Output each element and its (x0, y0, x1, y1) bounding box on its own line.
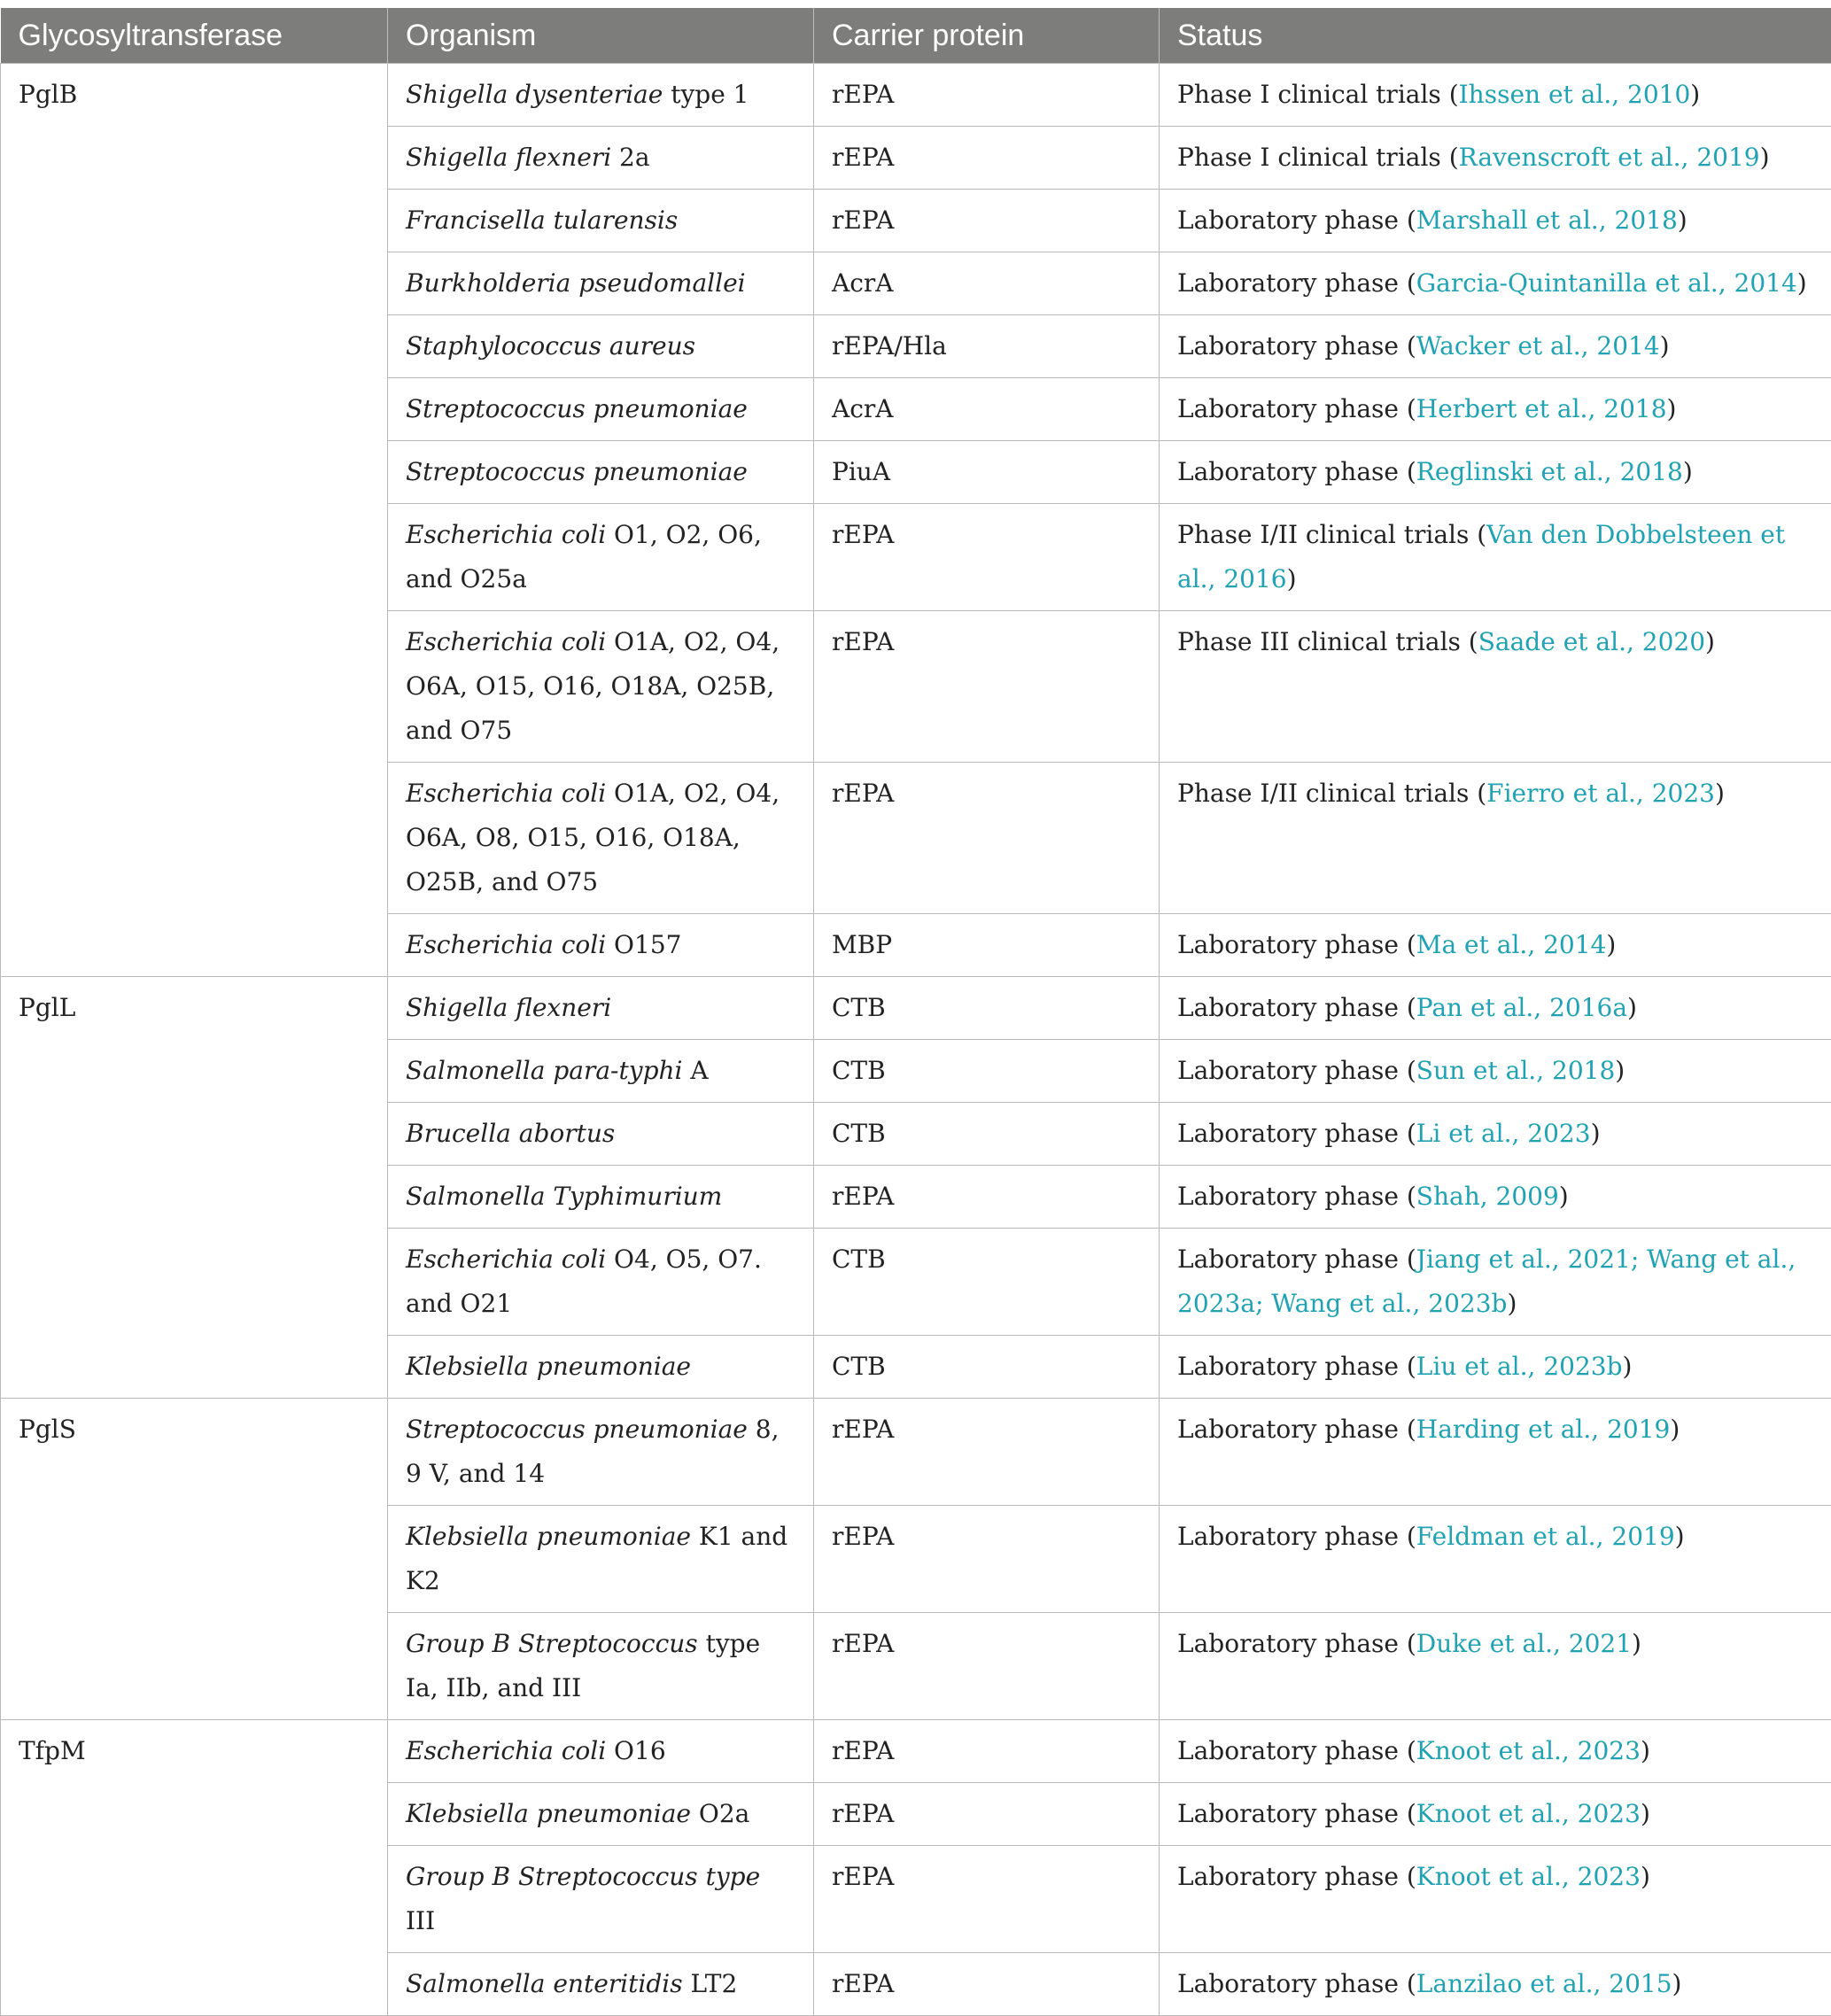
organism-cell (388, 1720, 814, 1783)
table-row (1, 977, 1831, 1040)
status-cell (1160, 1336, 1831, 1399)
organism-name: Escherichia coli (406, 520, 606, 549)
organism-serotype: III (406, 1906, 435, 1935)
organism-serotype: 8, 9 V, and 14 (406, 1415, 779, 1488)
organism-name: Burkholderia pseudomallei (406, 268, 746, 298)
reference-link[interactable]: Ma et al., 2014 (1416, 930, 1607, 959)
organism-cell (388, 1399, 814, 1506)
organism-cell (388, 1040, 814, 1103)
organism-name: Escherichia coli (406, 1244, 606, 1274)
carrier-protein-cell: AcrA (814, 252, 1160, 315)
organism-cell (388, 1613, 814, 1720)
organism-name: Brucella abortus (406, 1119, 615, 1148)
carrier-protein-cell: rEPA (814, 1783, 1160, 1846)
status-cell (1160, 1166, 1831, 1229)
organism-serotype: O16 (606, 1736, 665, 1765)
status-close-paren: ) (1683, 457, 1693, 486)
status-cell (1160, 1506, 1831, 1613)
organism-cell (388, 914, 814, 977)
organism-serotype: K1 and K2 (406, 1522, 787, 1595)
status-text: Laboratory phase ( (1177, 1629, 1416, 1658)
status-text: Laboratory phase ( (1177, 930, 1416, 959)
status-text: Laboratory phase ( (1177, 1799, 1416, 1828)
table-body (1, 64, 1831, 2016)
status-text: Phase I clinical trials ( (1177, 143, 1459, 172)
status-cell (1160, 1783, 1831, 1846)
status-cell (1160, 441, 1831, 504)
status-close-paren: ) (1623, 1352, 1633, 1381)
carrier-protein-cell: rEPA (814, 127, 1160, 190)
status-text: Laboratory phase ( (1177, 1969, 1416, 1998)
header-organism: Organism (388, 8, 814, 64)
organism-serotype: LT2 (683, 1969, 738, 1998)
reference-link[interactable]: Lanzilao et al., 2015 (1416, 1969, 1672, 1998)
carrier-protein-cell: CTB (814, 1336, 1160, 1399)
status-close-paren: ) (1632, 1629, 1641, 1658)
status-close-paren: ) (1667, 394, 1677, 423)
organism-name: Salmonella enteritidis (406, 1969, 683, 1998)
organism-name: Staphylococcus aureus (406, 331, 695, 361)
status-close-paren: ) (1287, 564, 1297, 593)
organism-serotype: type Ia, IIb, and III (406, 1629, 760, 1702)
status-cell (1160, 1399, 1831, 1506)
reference-link[interactable]: Shah, 2009 (1416, 1182, 1559, 1211)
carrier-protein-cell: rEPA/Hla (814, 315, 1160, 378)
status-text: Laboratory phase ( (1177, 1182, 1416, 1211)
organism-cell (388, 611, 814, 763)
reference-link[interactable]: Herbert et al., 2018 (1416, 394, 1667, 423)
organism-cell (388, 763, 814, 914)
organism-name: Streptococcus pneumoniae (406, 1415, 748, 1444)
organism-cell (388, 190, 814, 252)
organism-cell (388, 1846, 814, 1953)
organism-cell (388, 315, 814, 378)
status-close-paren: ) (1797, 268, 1807, 298)
reference-link[interactable]: Ravenscroft et al., 2019 (1459, 143, 1760, 172)
organism-cell (388, 1783, 814, 1846)
status-text: Phase III clinical trials ( (1177, 627, 1478, 656)
organism-serotype: O1, O2, O6, and O25a (406, 520, 762, 593)
organism-serotype: O2a (691, 1799, 749, 1828)
organism-name: Escherichia coli (406, 627, 606, 656)
status-text: Laboratory phase ( (1177, 1119, 1416, 1148)
reference-link[interactable]: Saade et al., 2020 (1478, 627, 1705, 656)
status-cell (1160, 763, 1831, 914)
carrier-protein-cell: CTB (814, 1229, 1160, 1336)
status-text: Phase I/II clinical trials ( (1177, 520, 1486, 549)
reference-link[interactable]: Li et al., 2023 (1416, 1119, 1591, 1148)
organism-name: Klebsiella pneumoniae (406, 1352, 691, 1381)
status-cell (1160, 977, 1831, 1040)
carrier-protein-cell: rEPA (814, 1506, 1160, 1613)
organism-name: Streptococcus pneumoniae (406, 457, 748, 486)
reference-link[interactable]: Knoot et al., 2023 (1416, 1862, 1641, 1891)
organism-cell (388, 1103, 814, 1166)
status-text: Laboratory phase ( (1177, 1862, 1416, 1891)
organism-cell (388, 1229, 814, 1336)
reference-link[interactable]: Sun et al., 2018 (1416, 1056, 1615, 1085)
status-close-paren: ) (1627, 993, 1637, 1022)
organism-name: Escherichia coli (406, 1736, 606, 1765)
organism-cell (388, 1166, 814, 1229)
organism-name: Shigella flexneri (406, 143, 611, 172)
carrier-protein-cell: rEPA (814, 504, 1160, 611)
status-text: Laboratory phase ( (1177, 1415, 1416, 1444)
status-close-paren: ) (1672, 1969, 1682, 1998)
status-close-paren: ) (1660, 331, 1670, 361)
status-cell (1160, 611, 1831, 763)
glycosyltransferase-cell: PglL (1, 977, 388, 1399)
organism-cell (388, 977, 814, 1040)
carrier-protein-cell: CTB (814, 1103, 1160, 1166)
reference-link[interactable]: Jiang et al., 2021; Wang et al., 2023a; Wang et al., 2023b (1177, 1244, 1796, 1318)
status-text: Laboratory phase ( (1177, 1736, 1416, 1765)
status-cell (1160, 190, 1831, 252)
organism-name: Salmonella para-typhi (406, 1056, 682, 1085)
table-header (1, 8, 1831, 64)
status-text: Laboratory phase ( (1177, 394, 1416, 423)
status-cell (1160, 315, 1831, 378)
organism-cell (388, 504, 814, 611)
status-close-paren: ) (1705, 627, 1715, 656)
reference-link[interactable]: Ihssen et al., 2010 (1459, 80, 1691, 109)
reference-link[interactable]: Duke et al., 2021 (1416, 1629, 1632, 1658)
status-cell (1160, 127, 1831, 190)
status-close-paren: ) (1591, 1119, 1601, 1148)
status-text: Laboratory phase ( (1177, 205, 1416, 235)
organism-name: Klebsiella pneumoniae (406, 1799, 691, 1828)
organism-name: Group B Streptococcus (406, 1629, 698, 1658)
organism-name: Escherichia coli (406, 779, 606, 808)
status-text: Phase I clinical trials ( (1177, 80, 1459, 109)
reference-link[interactable]: Knoot et al., 2023 (1416, 1736, 1641, 1765)
organism-cell (388, 127, 814, 190)
reference-link[interactable]: Reglinski et al., 2018 (1416, 457, 1683, 486)
reference-link[interactable]: Marshall et al., 2018 (1416, 205, 1678, 235)
organism-cell (388, 252, 814, 315)
organism-name: Francisella tularensis (406, 205, 678, 235)
status-text: Laboratory phase ( (1177, 1352, 1416, 1381)
reference-link[interactable]: Wacker et al., 2014 (1416, 331, 1660, 361)
glycosyltransferase-table (0, 8, 1831, 2016)
organism-name: Streptococcus pneumoniae (406, 394, 748, 423)
table-row (1, 1720, 1831, 1783)
status-cell (1160, 1720, 1831, 1783)
organism-serotype: O157 (606, 930, 681, 959)
status-cell (1160, 1613, 1831, 1720)
status-cell (1160, 1103, 1831, 1166)
carrier-protein-cell: rEPA (814, 1399, 1160, 1506)
header-row (1, 8, 1831, 64)
reference-link[interactable]: Van den Dobbelsteen et al., 2016 (1177, 520, 1785, 593)
status-text: Laboratory phase ( (1177, 331, 1416, 361)
status-cell (1160, 1040, 1831, 1103)
status-close-paren: ) (1615, 1056, 1625, 1085)
status-close-paren: ) (1641, 1799, 1650, 1828)
status-cell (1160, 1229, 1831, 1336)
reference-link[interactable]: Liu et al., 2023b (1416, 1352, 1623, 1381)
status-cell (1160, 252, 1831, 315)
status-close-paren: ) (1690, 80, 1700, 109)
status-cell (1160, 378, 1831, 441)
organism-cell (388, 64, 814, 127)
carrier-protein-cell: rEPA (814, 64, 1160, 127)
status-text: Laboratory phase ( (1177, 268, 1416, 298)
carrier-protein-cell: rEPA (814, 1720, 1160, 1783)
status-text: Phase I/II clinical trials ( (1177, 779, 1486, 808)
status-cell (1160, 1846, 1831, 1953)
carrier-protein-cell: MBP (814, 914, 1160, 977)
carrier-protein-cell: rEPA (814, 1846, 1160, 1953)
reference-link[interactable]: Fierro et al., 2023 (1486, 779, 1715, 808)
carrier-protein-cell: rEPA (814, 763, 1160, 914)
organism-cell (388, 1953, 814, 2016)
status-cell (1160, 504, 1831, 611)
organism-name: Escherichia coli (406, 930, 606, 959)
table-row (1, 64, 1831, 127)
header-carrier-protein: Carrier protein (814, 8, 1160, 64)
organism-serotype: O4, O5, O7. and O21 (406, 1244, 762, 1318)
status-text: Laboratory phase ( (1177, 1244, 1416, 1274)
organism-cell (388, 378, 814, 441)
organism-name: Shigella flexneri (406, 993, 611, 1022)
status-close-paren: ) (1678, 205, 1687, 235)
status-close-paren: ) (1559, 1182, 1569, 1211)
organism-serotype: 2a (611, 143, 649, 172)
carrier-protein-cell: rEPA (814, 190, 1160, 252)
reference-link[interactable]: Pan et al., 2016a (1416, 993, 1627, 1022)
organism-serotype: type 1 (663, 80, 749, 109)
glycosyltransferase-cell: PglB (1, 64, 388, 977)
status-close-paren: ) (1641, 1736, 1650, 1765)
status-close-paren: ) (1507, 1289, 1517, 1318)
reference-link[interactable]: Harding et al., 2019 (1416, 1415, 1671, 1444)
organism-cell (388, 441, 814, 504)
status-text: Laboratory phase ( (1177, 1522, 1416, 1551)
header-status: Status (1160, 8, 1831, 64)
glycosyltransferase-cell: PglS (1, 1399, 388, 1720)
organism-name: Group B Streptococcus type (406, 1862, 760, 1891)
status-text: Laboratory phase ( (1177, 1056, 1416, 1085)
carrier-protein-cell: AcrA (814, 378, 1160, 441)
carrier-protein-cell: rEPA (814, 1953, 1160, 2016)
status-cell (1160, 1953, 1831, 2016)
organism-name: Klebsiella pneumoniae (406, 1522, 691, 1551)
reference-link[interactable]: Knoot et al., 2023 (1416, 1799, 1641, 1828)
carrier-protein-cell: CTB (814, 977, 1160, 1040)
organism-name: Salmonella Typhimurium (406, 1182, 722, 1211)
status-close-paren: ) (1675, 1522, 1685, 1551)
reference-link[interactable]: Garcia-Quintanilla et al., 2014 (1416, 268, 1797, 298)
status-text: Laboratory phase ( (1177, 993, 1416, 1022)
carrier-protein-cell: PiuA (814, 441, 1160, 504)
organism-name: Shigella dysenteriae (406, 80, 663, 109)
carrier-protein-cell: rEPA (814, 1166, 1160, 1229)
reference-link[interactable]: Feldman et al., 2019 (1416, 1522, 1675, 1551)
status-close-paren: ) (1670, 1415, 1680, 1444)
organism-serotype: O1A, O2, O4, O6A, O8, O15, O16, O18A, O25B, and O75 (406, 779, 780, 896)
organism-cell (388, 1336, 814, 1399)
organism-serotype: A (682, 1056, 708, 1085)
status-cell (1160, 64, 1831, 127)
status-text: Laboratory phase ( (1177, 457, 1416, 486)
organism-cell (388, 1506, 814, 1613)
status-close-paren: ) (1760, 143, 1770, 172)
status-close-paren: ) (1715, 779, 1725, 808)
organism-serotype: O1A, O2, O4, O6A, O15, O16, O18A, O25B, and O75 (406, 627, 780, 745)
header-glycosyltransferase: Glycosyltransferase (1, 8, 388, 64)
status-close-paren: ) (1606, 930, 1616, 959)
status-close-paren: ) (1641, 1862, 1650, 1891)
carrier-protein-cell: CTB (814, 1040, 1160, 1103)
glycosyltransferase-cell: TfpM (1, 1720, 388, 2016)
carrier-protein-cell: rEPA (814, 611, 1160, 763)
table-row (1, 1399, 1831, 1506)
status-cell (1160, 914, 1831, 977)
carrier-protein-cell: rEPA (814, 1613, 1160, 1720)
